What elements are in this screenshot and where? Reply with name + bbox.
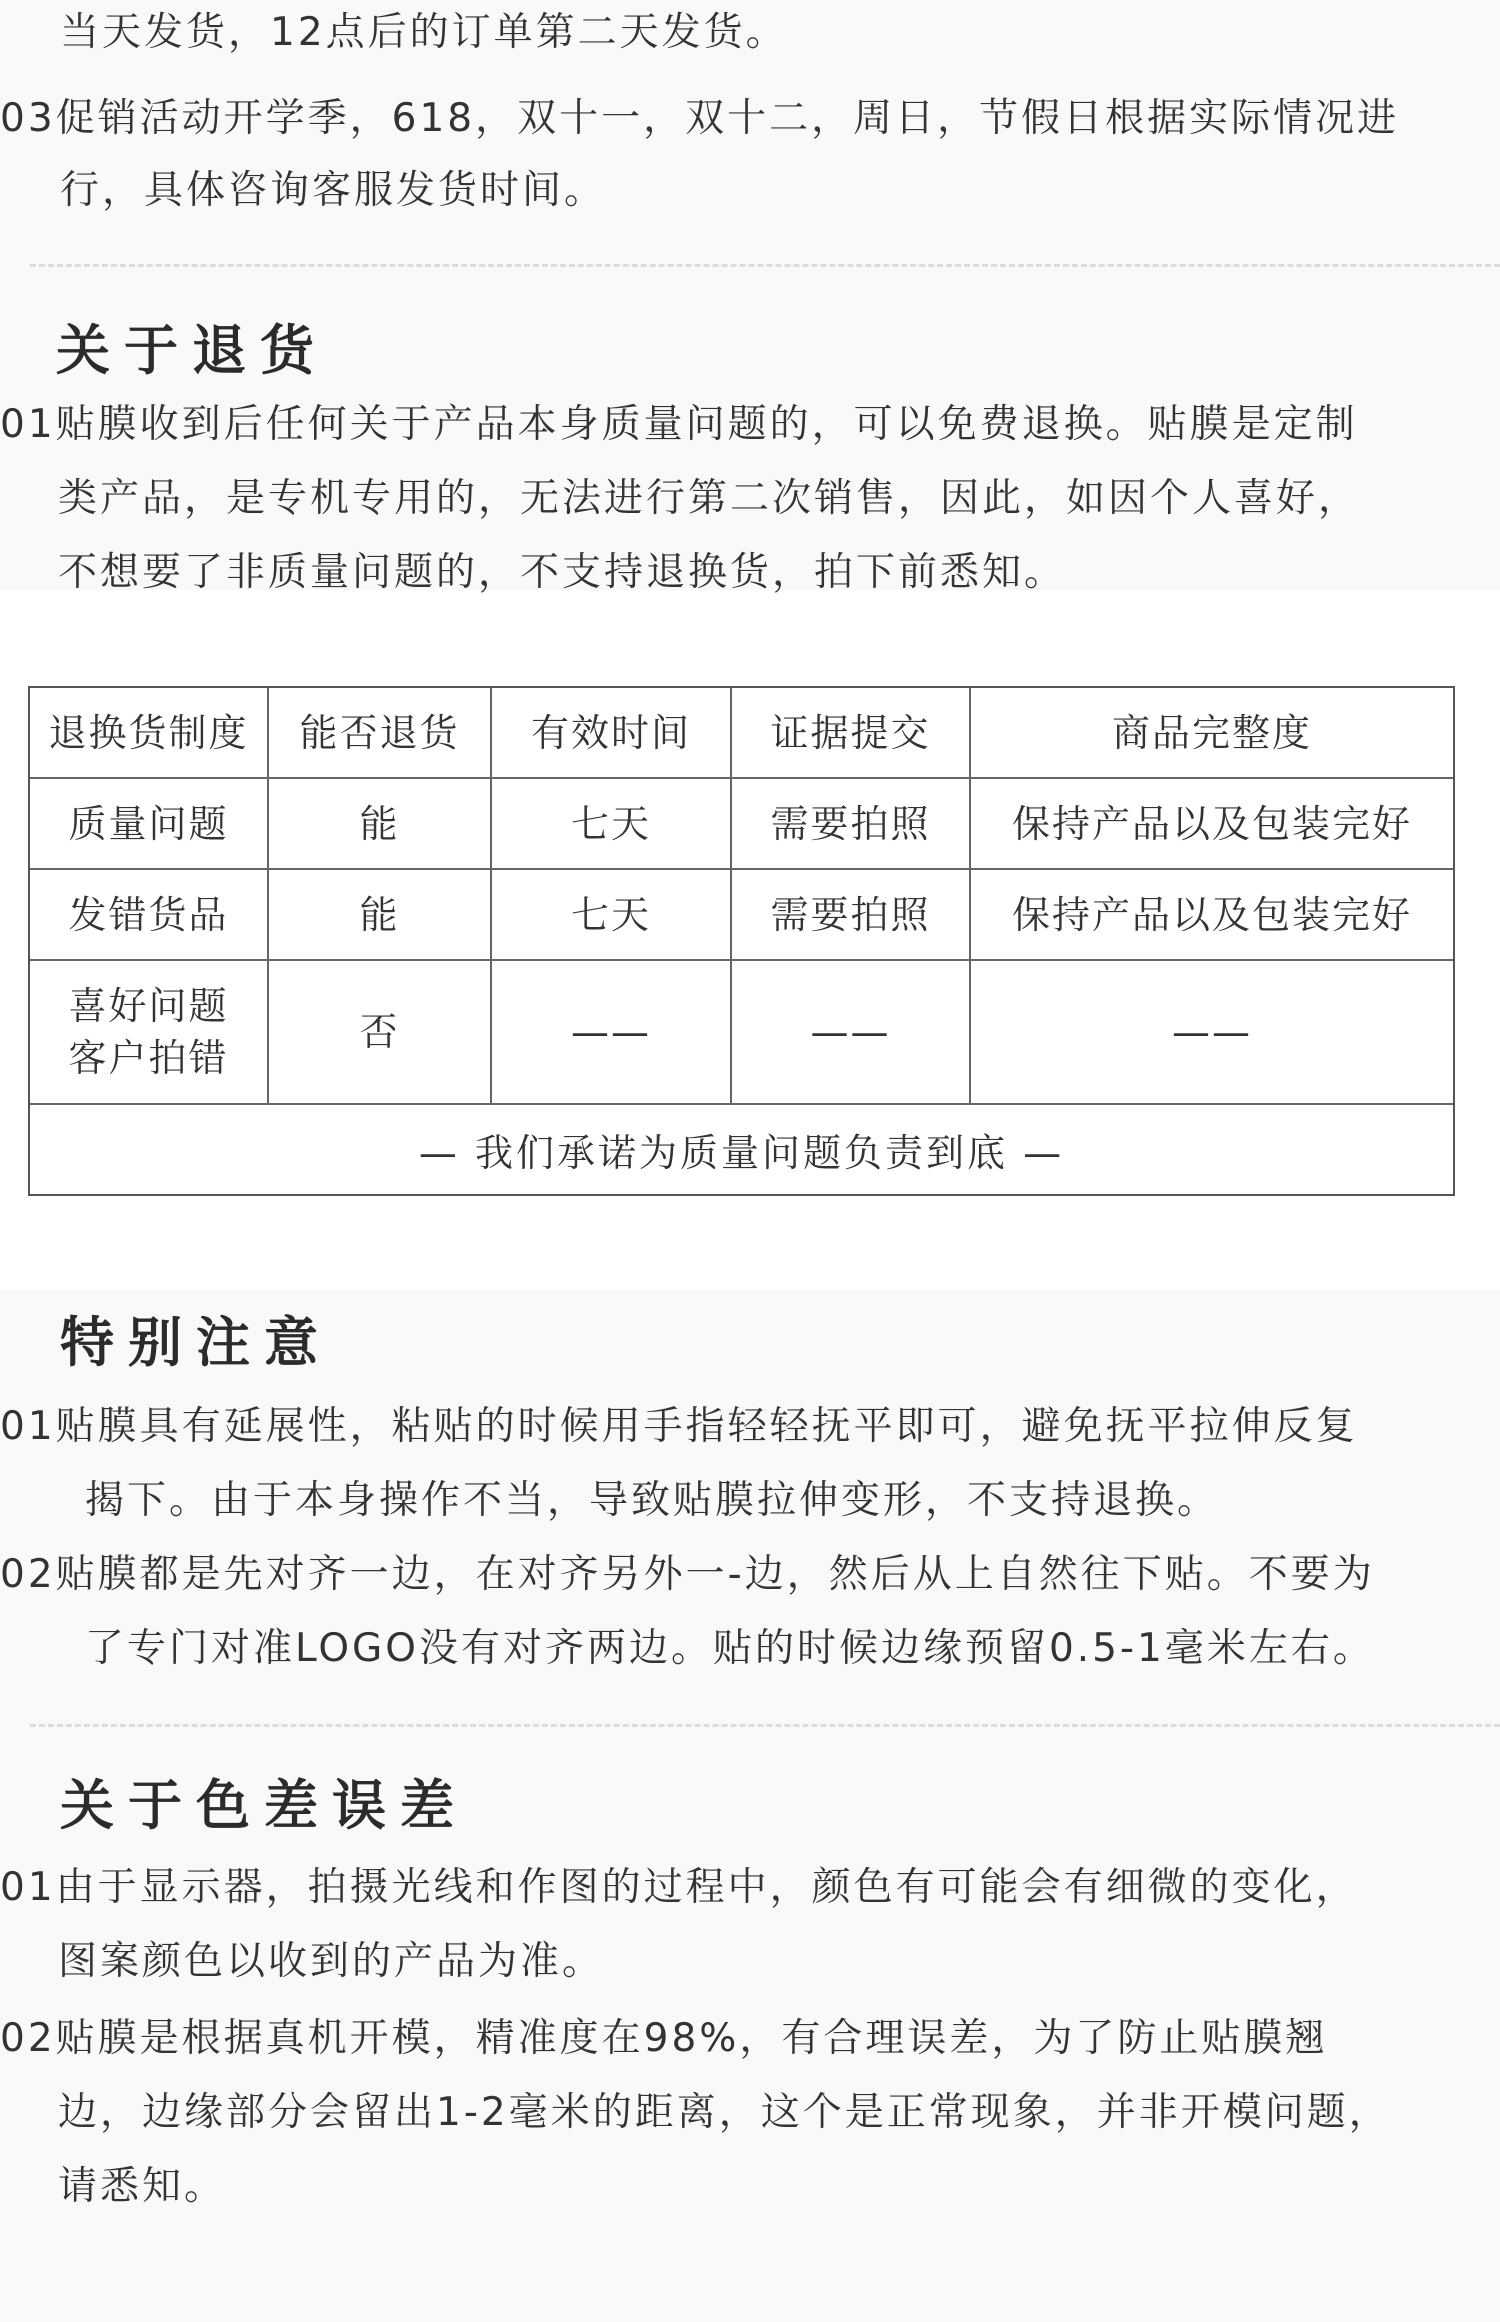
table-cell: ——	[1172, 1010, 1252, 1054]
item-number: 02	[0, 1552, 56, 1597]
returns-item-01-line2: 类产品，是专机专用的，无法进行第二次销售，因此，如因个人喜好，	[58, 476, 1361, 521]
returns-heading: 关于退货	[56, 319, 328, 382]
table-cell: ——	[732, 961, 971, 1103]
notice-heading: 特别注意	[60, 1311, 332, 1374]
item-number: 02	[0, 2016, 56, 2061]
shipping-line-top: 当天发货，12点后的订单第二天发货。	[60, 10, 788, 55]
table-header-row	[30, 688, 1453, 779]
table-cell-line: 喜好问题	[68, 984, 229, 1028]
item-number: 03	[0, 96, 56, 141]
notice-item-01-line1: 贴膜具有延展性，粘贴的时候用手指轻轻抚平即可，避免抚平拉伸反复	[55, 1404, 1358, 1449]
color-diff-item-01-line2: 图案颜色以收到的产品为准。	[58, 1939, 605, 1984]
section-divider	[30, 264, 1500, 267]
color-diff-item-02-line2: 边，边缘部分会留出1-2毫米的距离，这个是正常现象，并非开模问题，	[58, 2090, 1391, 2135]
notice-item-01-line2: 揭下。由于本身操作不当，导致贴膜拉伸变形，不支持退换。	[85, 1478, 1220, 1523]
table-header-cell: 有效时间	[492, 688, 732, 777]
table-cell: 能	[269, 870, 492, 959]
table-cell: 发错货品	[30, 870, 269, 959]
return-policy-table	[28, 686, 1455, 1196]
table-cell: 七天	[492, 779, 732, 868]
returns-item-01-line1: 贴膜收到后任何关于产品本身质量问题的，可以免费退换。贴膜是定制	[55, 402, 1358, 447]
table-cell: 保持产品以及包装完好	[1011, 892, 1412, 937]
shipping-item-03-line2: 行，具体咨询客服发货时间。	[60, 168, 607, 213]
table-cell	[30, 961, 269, 1103]
notice-item-02-line2: 了专门对准LOGO没有对齐两边。贴的时候边缘预留0.5-1毫米左右。	[85, 1626, 1375, 1671]
notice-item-02-line1: 贴膜都是先对齐一边，在对齐另外一-边，然后从上自然往下贴。不要为	[55, 1552, 1375, 1597]
color-diff-item-02-line1: 贴膜是根据真机开模，精准度在98%，有合理误差，为了防止贴膜翘	[55, 2016, 1328, 2061]
table-header-cell: 退换货制度	[30, 688, 269, 777]
color-diff-item-01	[0, 1851, 1500, 1999]
table-header-cell: 证据提交	[732, 688, 971, 777]
shipping-item-03	[0, 82, 1500, 228]
color-diff-heading: 关于色差误差	[60, 1774, 468, 1837]
color-diff-item-02-line3: 请悉知。	[58, 2164, 227, 2209]
table-footer-row	[30, 1105, 1453, 1194]
returns-item-01-line3: 不想要了非质量问题的，不支持退换货，拍下前悉知。	[58, 550, 1067, 595]
color-diff-item-01-line1: 由于显示器，拍摄光线和作图的过程中，颜色有可能会有细微的变化，	[55, 1865, 1358, 1910]
table-cell: 能	[269, 779, 492, 868]
table-cell: 质量问题	[30, 779, 269, 868]
table-header-cell: 能否退货	[269, 688, 492, 777]
table-row	[30, 870, 1453, 961]
item-number: 01	[0, 1865, 56, 1910]
shipping-item-03-line1: 促销活动开学季，618，双十一，双十二，周日，节假日根据实际情况进	[55, 96, 1400, 141]
table-cell: 需要拍照	[732, 870, 971, 959]
notice-item-01	[0, 1390, 1500, 1538]
table-cell: 保持产品以及包装完好	[1011, 801, 1412, 846]
notice-item-02	[0, 1538, 1500, 1686]
table-row	[30, 779, 1453, 870]
section-divider	[30, 1724, 1500, 1727]
table-cell-line: 客户拍错	[68, 1036, 229, 1080]
returns-item-01	[0, 388, 1500, 610]
table-cell: 否	[269, 961, 492, 1103]
table-cell: 需要拍照	[732, 779, 971, 868]
table-cell: 七天	[492, 870, 732, 959]
table-cell: ——	[492, 961, 732, 1103]
item-number: 01	[0, 402, 56, 447]
table-row	[30, 961, 1453, 1105]
color-diff-item-02	[0, 2002, 1500, 2224]
table-header-cell: 商品完整度	[1111, 710, 1312, 755]
item-number: 01	[0, 1404, 56, 1449]
table-footer-text: — 我们承诺为质量问题负责到底 —	[418, 1131, 1065, 1175]
